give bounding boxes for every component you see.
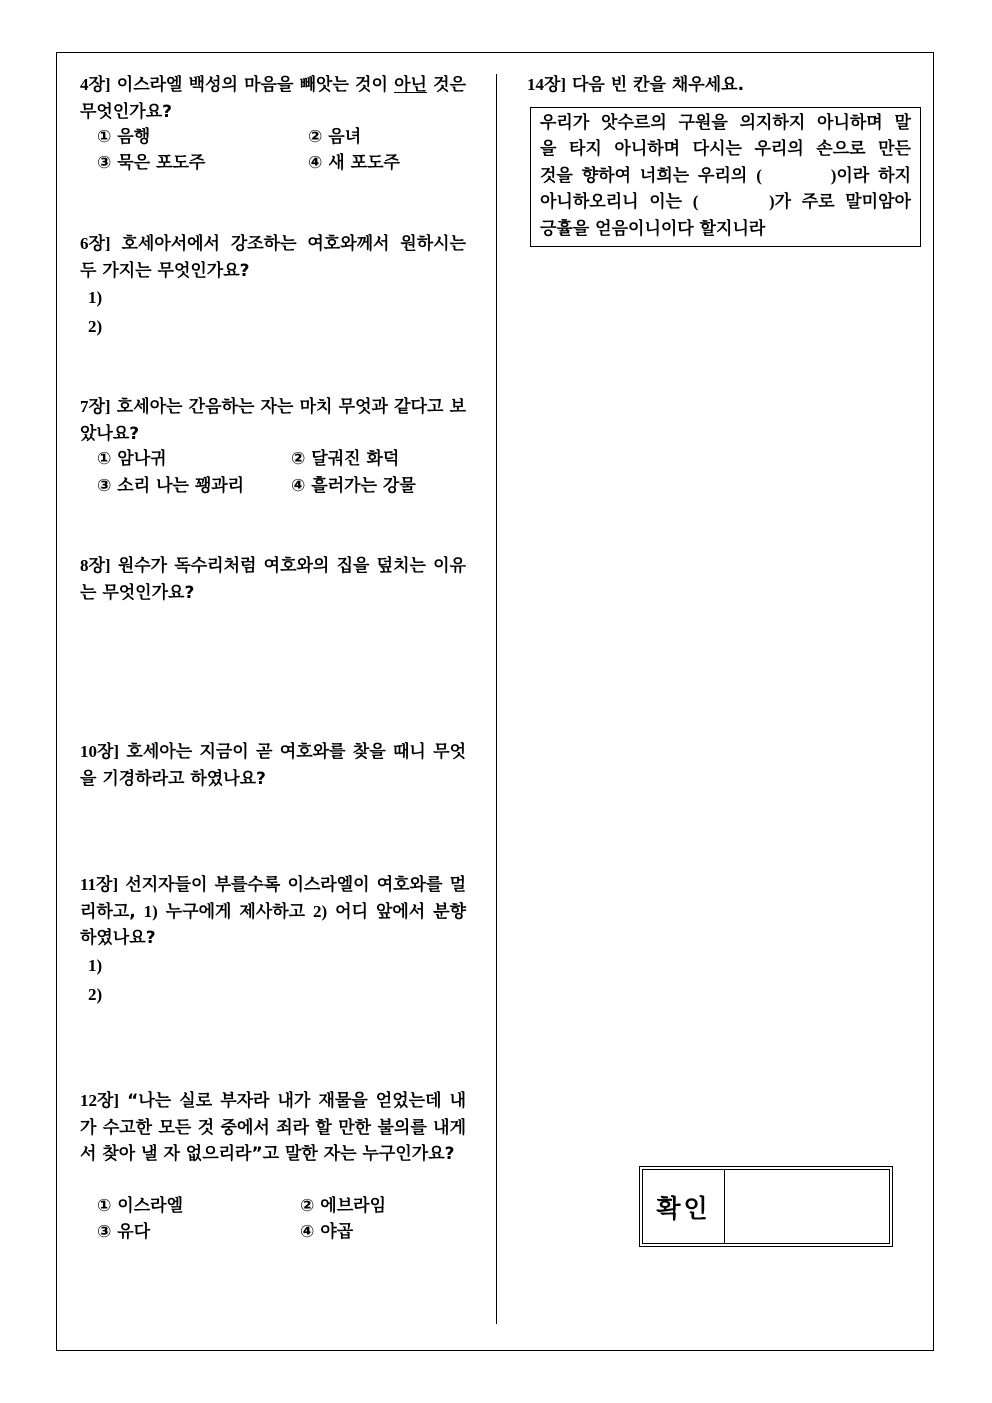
question-text: 것은 무엇인가요? (80, 75, 467, 122)
confirm-label: 확인 (643, 1170, 725, 1243)
question-number: 7장] (80, 397, 111, 416)
passage-word: 너희는 (639, 165, 690, 186)
question-number: 8장] (80, 556, 111, 575)
option-1[interactable]: ① 음행 (97, 127, 151, 147)
passage-line (540, 216, 911, 242)
passage-word: 말 (894, 113, 911, 133)
passage-word: )이라 (830, 165, 870, 185)
passage-word: 의지하지 (739, 113, 806, 133)
question-text: 이스라엘 백성의 마음을 빼앗는 것이 (110, 75, 395, 95)
question-14 (527, 72, 927, 98)
question-7 (80, 394, 466, 447)
question-6 (80, 231, 466, 284)
passage-word: )가 (769, 192, 792, 212)
question-text: 누구에게 제사하고 (157, 901, 314, 922)
question-text: 호세아는 간음하는 자는 마치 무엇과 같다고 보았나요? (80, 397, 466, 444)
question-number: 6장] (80, 234, 111, 253)
passage-word: 타지 (568, 139, 602, 160)
question-number: 11장] (80, 875, 119, 894)
question-text: 어디 앞에서 분향하였나요? (80, 901, 466, 948)
option-3[interactable]: ③ 유다 (97, 1222, 151, 1242)
option-2[interactable]: ② 에브라임 (300, 1196, 386, 1216)
passage-word: 앗수르의 (601, 113, 667, 133)
option-2[interactable]: ② 달궈진 화덕 (291, 449, 400, 469)
column-divider (496, 74, 497, 1324)
passage-word: 것을 (540, 165, 573, 186)
question-10 (80, 739, 466, 792)
passage-blank[interactable]: ( (692, 192, 699, 212)
passage-word: 손으로 (816, 139, 866, 160)
option-1[interactable]: ① 암나귀 (97, 449, 167, 469)
option-4[interactable]: ④ 야곱 (300, 1222, 354, 1242)
question-12 (80, 1088, 466, 1168)
passage-word: 을 (540, 139, 557, 160)
option-3[interactable]: ③ 소리 나는 꽹과리 (97, 476, 245, 496)
fill-in-passage-box (530, 107, 921, 247)
option-2[interactable]: ② 음녀 (308, 127, 362, 147)
question-text: “나는 실로 부자라 내가 재물을 얻었는데 내가 수고한 모든 것 중에서 죄라 할 만한 불의를 내게서 찾아 낼 자 없으리라”고 말한 자는 누구인가요? (80, 1091, 466, 1164)
option-4[interactable]: ④ 흘러가는 강물 (291, 476, 416, 496)
passage-word: 만든 (878, 139, 911, 160)
question-number: 4장] (80, 75, 111, 94)
question-emphasis: 아닌 (394, 75, 427, 95)
passage-line (540, 110, 911, 136)
question-text: 선지자들이 부를수록 이스라엘이 여호와를 멀리하고, (80, 875, 466, 922)
passage-word: 말미암아 (845, 192, 911, 213)
question-4 (80, 72, 466, 125)
passage-word: 긍휼을 얻음이니이다 할지니라 (540, 218, 766, 239)
question-text: 원수가 독수리처럼 여호와의 집을 덮치는 이유는 무엇인가요? (80, 556, 466, 603)
option-1[interactable]: ① 이스라엘 (97, 1196, 183, 1216)
passage-word: 우리가 (540, 113, 590, 133)
passage-blank[interactable]: ( (756, 165, 762, 185)
answer-blank-1[interactable]: 1) (88, 288, 103, 307)
question-number: 12장] (80, 1091, 120, 1110)
question-text: 호세아는 지금이 곧 여호와를 찾을 때니 무엇을 기경하라고 하였나요? (80, 742, 466, 789)
passage-word: 이는 (649, 192, 683, 213)
passage-word: 우리의 (754, 139, 804, 160)
passage-word: 향하여 (581, 165, 632, 186)
passage-line (540, 136, 911, 162)
passage-word: 주로 (801, 192, 835, 213)
confirm-signature-field[interactable] (725, 1170, 889, 1243)
passage-word: 아니하며 (817, 113, 883, 133)
passage-word: 아니하며 (614, 139, 681, 160)
option-3[interactable]: ③ 묵은 포도주 (97, 153, 206, 173)
sub-number: 2) (313, 901, 328, 921)
option-4[interactable]: ④ 새 포도주 (308, 153, 400, 173)
passage-word: 하지 (878, 165, 911, 186)
question-number: 10장] (80, 742, 120, 761)
question-8 (80, 553, 466, 606)
sub-number: 1) (143, 901, 158, 921)
question-number: 14장] (527, 75, 567, 94)
passage-line (540, 163, 911, 189)
question-11 (80, 872, 466, 952)
passage-word: 아니하오리니 (540, 192, 639, 213)
answer-blank-1[interactable]: 1) (88, 956, 103, 975)
passage-word: 우리의 (698, 165, 748, 186)
answer-blank-2[interactable]: 2) (88, 985, 103, 1004)
passage-word: 다시는 (692, 139, 742, 160)
answer-blank-2[interactable]: 2) (88, 317, 103, 336)
passage-word: 구원을 (678, 113, 728, 133)
confirm-stamp-box (639, 1166, 893, 1247)
question-text: 다음 빈 칸을 채우세요. (566, 75, 745, 95)
confirm-inner-frame (642, 1169, 890, 1244)
question-text: 호세아서에서 강조하는 여호와께서 원하시는 두 가지는 무엇인가요? (80, 234, 466, 281)
passage-line (540, 189, 911, 215)
